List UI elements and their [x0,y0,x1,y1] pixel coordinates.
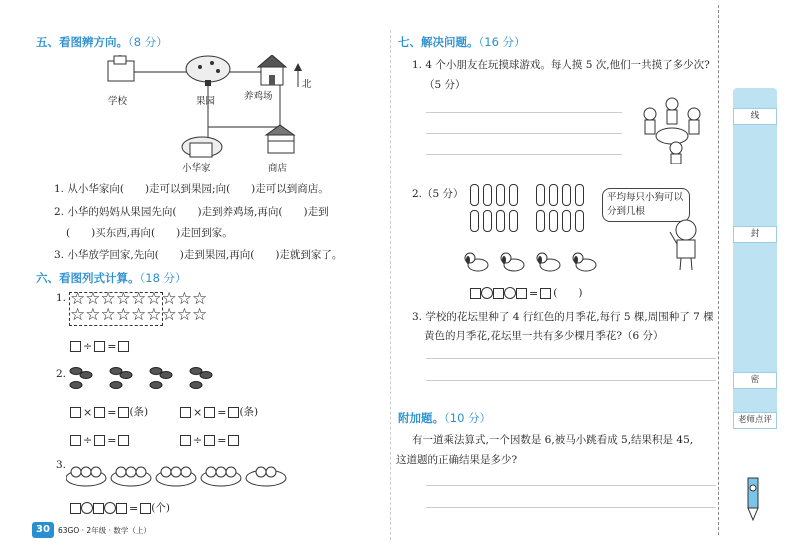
answer-line [426,133,622,134]
bone-icon [483,184,492,206]
star-icon: ☆ [161,289,177,309]
apple-icon [256,467,266,477]
apple-icon [91,467,101,477]
series-label: 63GO · 2年级 · 数学（上） [58,526,151,535]
apple-icon [171,467,181,477]
orchard-icon [186,56,230,86]
bone-icon [509,184,518,206]
bone-icon [536,184,545,206]
apple-icon [181,467,191,477]
fish-icon [120,372,132,379]
apple-icon [206,467,216,477]
s5-q2b: ( )买东西,再向( )走回到家。 [66,227,233,239]
s6-q3-equation: = (个) [70,500,170,515]
star-icon: ☆ [176,305,192,325]
extra-q1: 有一道乘法算式,一个因数是 6,被马小跳看成 5,结果积是 45, [412,434,694,446]
apple-icon [136,467,146,477]
section7-title: 七、解决问题。（16 分） [398,35,526,49]
teacher-comment-label: 老师点评 [733,412,777,429]
star-icon: ☆ [192,289,208,309]
apple-icon [226,467,236,477]
puppies [460,250,608,276]
extra-title: 附加题。（10 分） [398,411,492,425]
puppy-icon [573,253,596,271]
section6-title: 六、看图列式计算。（18 分） [36,271,187,285]
s7-q3b: 黄色的月季花,花坛里一共有多少棵月季花?（6 分） [424,330,664,342]
s5-q3: 3. 小华放学回家,先向( )走到果园,再向( )走就到家了。 [54,249,343,261]
s6-q2-eq3: ÷ = [70,433,129,447]
puppy-icon [501,253,524,271]
fish-icon [150,382,162,389]
answer-line [426,380,716,381]
answer-line [426,358,716,359]
chicken-farm-icon [258,55,286,85]
children-playing-illustration [636,92,708,164]
bone-icon [509,210,518,232]
s5-q1: 1. 从小华家向( )走可以到果园;向( )走可以到商店。 [54,183,329,195]
speech-bubble: 平均每只小狗可以分到几根 [602,188,690,222]
star-icon: ☆ [131,305,147,325]
s6-q2-eq4: ÷ = [180,433,239,447]
fish-icon [160,372,172,379]
apple-icon [71,467,81,477]
s6-q2-num: 2. [56,368,67,380]
fish-icon [190,382,202,389]
bone-icon [549,184,558,206]
bone-icon [562,184,571,206]
fish-groups [64,364,224,394]
margin-tab-line: 线 [733,108,777,125]
s5-q2a: 2. 小华的妈妈从果园先向( )走到养鸡场,再向( )走到 [54,206,329,218]
bone-icon [470,210,479,232]
page-divider [390,30,391,540]
s6-q2-eq1: × = (条) [70,404,148,419]
s7-q3a: 3. 学校的花坛里种了 4 行红色的月季花,每行 5 棵,周围种了 7 棵 [412,311,714,323]
answer-line [426,112,622,113]
star-icon: ☆ [85,305,101,325]
star-icon: ☆ [85,289,101,309]
pencil-mascot-icon [738,474,768,524]
star-icon: ☆ [146,305,162,325]
star-icon: ☆ [70,305,86,325]
margin-tab-seal: 封 [733,226,777,243]
apple-icon [126,467,136,477]
star-icon: ☆ [100,305,116,325]
bone-icon [575,210,584,232]
star-icon: ☆ [146,289,162,309]
puppy-icon [465,253,488,271]
direction-map [80,55,330,175]
cut-line [718,5,719,535]
apple-icon [266,467,276,477]
s6-q1-num: 1. [56,292,67,304]
star-grid [70,291,270,323]
bone-icon [536,210,545,232]
label-school: 学校 [108,96,128,107]
bone-icon [575,184,584,206]
star-icon: ☆ [192,305,208,325]
bone-icon [496,184,505,206]
star-icon: ☆ [176,289,192,309]
label-orchard: 果园 [196,96,216,107]
fish-icon [200,372,212,379]
section5-title: 五、看图辨方向。（8 分） [36,35,168,49]
margin-tab-dense: 密 [733,372,777,389]
label-shop: 商店 [268,163,288,174]
bone-icon [549,210,558,232]
apple-icon [81,467,91,477]
answer-line [426,507,716,508]
bone-grid [470,184,590,236]
s6-q3-num: 3. [56,459,67,471]
fish-icon [110,382,122,389]
s7-q1: 1. 4 个小朋友在玩摸球游戏。每人摸 5 次,他们一共摸了多少次? [412,59,710,71]
apple-icon [116,467,126,477]
north-arrow-icon [294,63,302,87]
answer-line [426,154,622,155]
apple-icon [216,467,226,477]
school-icon [108,55,134,81]
shop-icon [266,125,294,153]
apple-icon [161,467,171,477]
answer-line [426,485,716,486]
home-icon [182,137,222,157]
s6-q2-eq2: × = (条) [180,404,258,419]
bone-icon [562,210,571,232]
bone-icon [483,210,492,232]
page-number: 30 [32,522,54,538]
s7-q1-score: （5 分） [424,79,466,91]
star-icon: ☆ [161,305,177,325]
s7-q2-equation: = ( ) [470,285,582,300]
extra-q2: 这道题的正确结果是多少? [396,454,518,466]
bone-icon [496,210,505,232]
star-icon: ☆ [115,289,131,309]
puppy-icon [537,253,560,271]
apple-plates [66,458,306,490]
star-icon: ☆ [100,289,116,309]
bone-icon [470,184,479,206]
s7-q2: 2.（5 分） [412,188,464,200]
label-chicken-farm: 养鸡场 [244,91,273,102]
label-home: 小华家 [182,163,211,174]
boy-illustration [668,218,704,272]
star-icon: ☆ [115,305,131,325]
fish-icon [70,382,82,389]
star-icon: ☆ [131,289,147,309]
star-icon: ☆ [70,289,86,309]
s6-q1-equation: ÷ = [70,339,129,353]
fish-icon [80,372,92,379]
label-north: 北 [302,79,312,90]
